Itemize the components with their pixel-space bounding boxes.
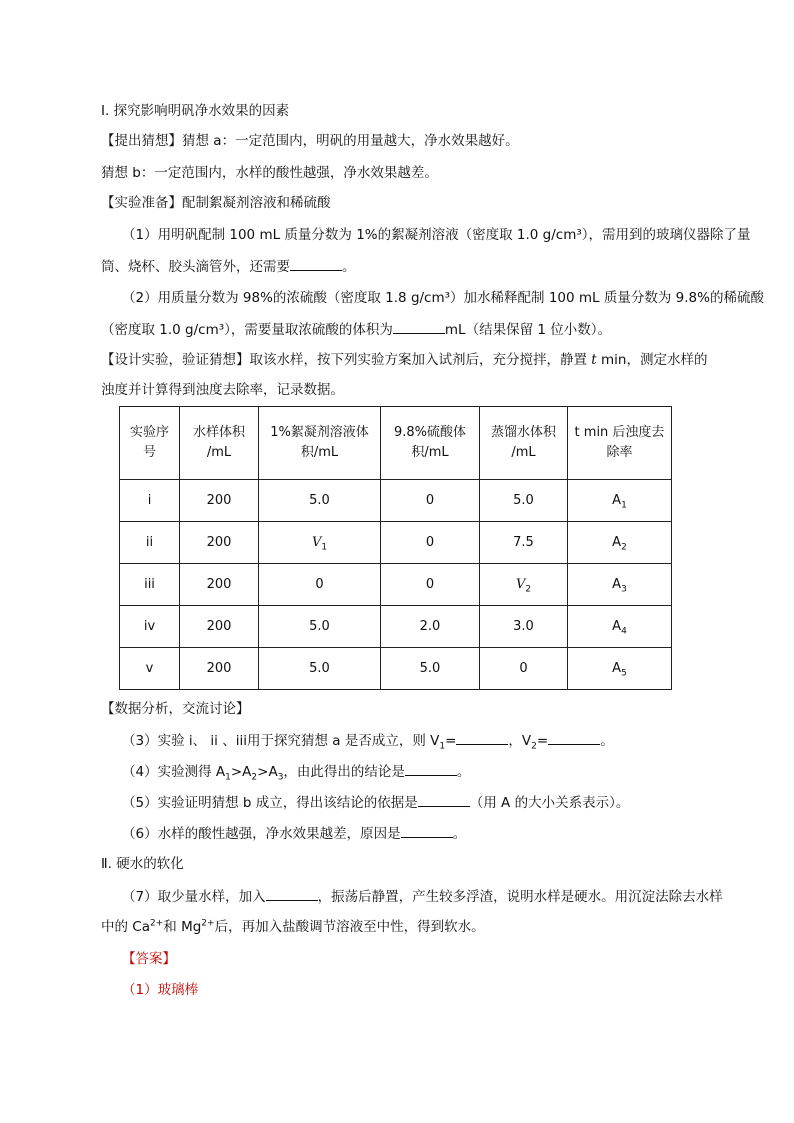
design-text-end: min，测定水样的 [596,352,708,368]
table-cell: 2.0 [381,606,480,648]
q3-blank-v2[interactable] [548,730,600,745]
table-cell: v [120,648,180,690]
table-cell: 0 [381,522,480,564]
table-cell: 200 [180,522,259,564]
hypothesis-a-text: 猜想 a：一定范围内，明矾的用量越大，净水效果越好。 [182,133,519,149]
q1-answer-blank[interactable] [290,256,342,271]
table-header-row [120,407,672,480]
table-cell: $A_1$ [568,480,672,522]
table-cell: 200 [180,564,259,606]
design-line1 [101,350,707,370]
prep-text: 配制絮凝剂溶液和稀硫酸 [182,195,331,211]
table-header-cell: 1%絮凝剂溶液体 积/mL [259,407,381,480]
table-row [120,606,672,648]
table-cell: 3.0 [480,606,568,648]
q2-line1: （2）用质量分数为 98%的浓硫酸（密度取 1.8 g/cm³）加水稀释配制 100 mL 质量分数为 9.8%的稀硫酸 [122,290,764,306]
table-cell: 5.0 [259,648,381,690]
table-header-cell: t min 后浊度去 除率 [568,407,672,480]
hypothesis-b: 猜想 b：一定范围内，水样的酸性越强，净水效果越差。 [101,165,438,181]
q3-blank-v1[interactable] [456,730,508,745]
table-cell: 200 [180,480,259,522]
table-cell: 0 [480,648,568,690]
table-cell: 0 [381,564,480,606]
table-cell: $A_3$ [568,564,672,606]
q2-line2-text: （密度取 1.0 g/cm³），需要量取浓硫酸的体积为 [101,322,393,338]
table-cell: 5.0 [480,480,568,522]
design-text: 取该水样，按下列实验方案加入试剂后，充分搅拌，静置 [249,352,592,368]
q1-line2-text: 筒、烧杯、胶头滴管外，还需要 [101,259,290,275]
q1-line1: （1）用明矾配制 100 mL 质量分数为 1%的絮凝剂溶液（密度取 1.0 g/cm³），需用到的玻璃仪器除了量 [122,227,751,243]
table-cell: $A_4$ [568,606,672,648]
q3-line: （3）实验 i、 ii 、iii用于探究猜想 a 是否成立，则 $V_1=$ ，$V_2=$ 。 [122,730,614,751]
q5-answer-blank[interactable] [418,792,470,807]
q1-line2 [101,256,356,277]
q4-line: （4）实验测得 $A_1>A_2>A_3$，由此得出的结论是 。 [122,761,470,782]
table-cell: 5.0 [381,648,480,690]
table-cell: 200 [180,648,259,690]
table-cell: 7.5 [480,522,568,564]
q2-line2 [101,319,611,340]
section2-title: Ⅱ. 硬水的软化 [101,856,184,872]
table-cell: 0 [259,564,381,606]
prep-line [101,193,331,213]
table-row [120,564,672,606]
q2-line2-end: mL（结果保留 1 位小数）。 [444,322,611,338]
table-cell: ii [120,522,180,564]
q4-answer-blank[interactable] [405,761,457,776]
table-header-cell: 实验序 号 [120,407,180,480]
table-cell: 0 [381,480,480,522]
section1-title: Ⅰ. 探究影响明矾净水效果的因素 [101,103,290,119]
table-cell: i [120,480,180,522]
table-cell: 5.0 [259,480,381,522]
q7-line1: （7）取少量水样，加入 ，振荡后静置，产生较多浮渣，说明水样是硬水。用沉淀法除去水样 [122,886,723,907]
hypothesis-label: 【提出猜想】 [101,133,182,149]
design-line2: 浊度并计算得到浊度去除率，记录数据。 [101,382,344,398]
table-header-cell: 9.8%硫酸体 积/mL [381,407,480,480]
analysis-label: 【数据分析，交流讨论】 [101,701,250,717]
experiment-table [119,406,672,690]
q1-line2-end: 。 [342,259,356,275]
answer-label: 【答案】 [122,951,176,967]
table-row [120,480,672,522]
table-cell: iv [120,606,180,648]
table-row [120,522,672,564]
answer-1: （1）玻璃棒 [122,982,199,998]
table-cell: $A_5$ [568,648,672,690]
design-label: 【设计实验，验证猜想】 [101,352,250,368]
q6-line: （6）水样的酸性越强，净水效果越差，原因是 。 [122,823,466,844]
design-t: t [591,352,597,368]
q7-answer-blank[interactable] [266,886,318,901]
table-header-cell: 蒸馏水体积 /mL [480,407,568,480]
q5-line: （5）实验证明猜想 b 成立，得出该结论的依据是 （用 A 的大小关系表示）。 [122,792,629,813]
q7-line2: 中的 $Ca^{2+}$和 $Mg^{2+}$后，再加入盐酸调节溶液至中性，得到软水。 [101,918,485,935]
q6-answer-blank[interactable] [401,823,453,838]
prep-label: 【实验准备】 [101,195,182,211]
table-cell: iii [120,564,180,606]
q2-answer-blank[interactable] [393,319,445,334]
table-cell: $A_2$ [568,522,672,564]
hypothesis-a [101,131,519,151]
table-cell: 200 [180,606,259,648]
table-header-cell: 水样体积 /mL [180,407,259,480]
table-row [120,648,672,690]
table-cell: $V_2$ [480,564,568,606]
table-cell: 5.0 [259,606,381,648]
table-cell: $V_1$ [259,522,381,564]
